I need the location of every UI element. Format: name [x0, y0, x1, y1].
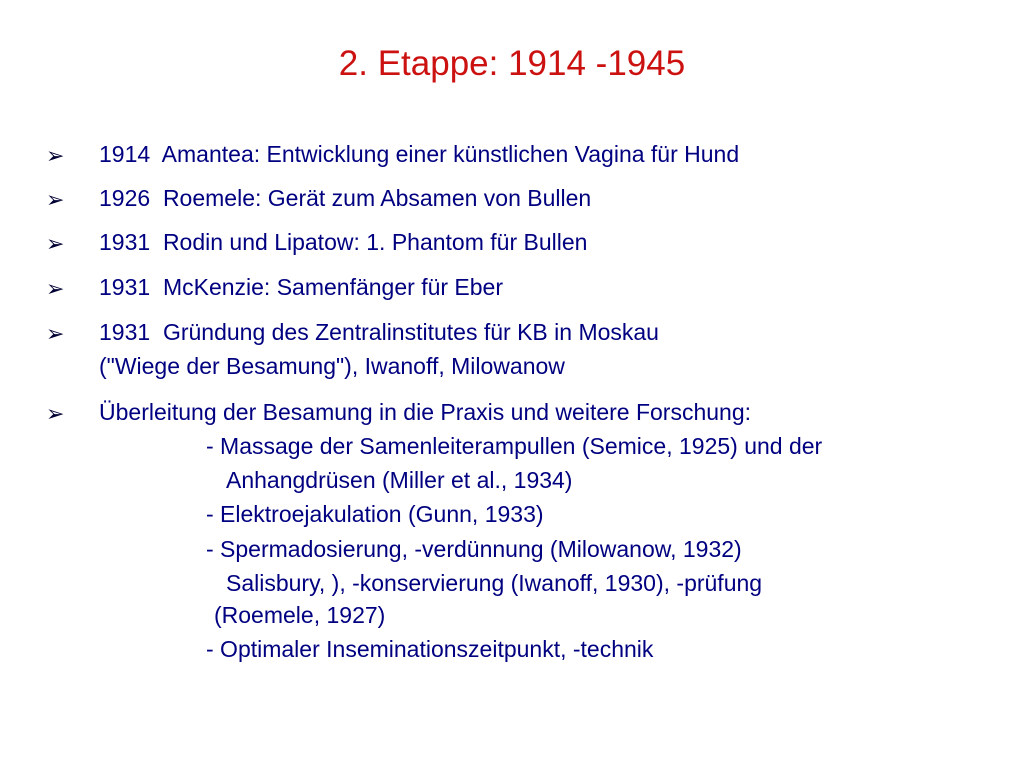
list-item: 1931 McKenzie: Samenfänger für Eber: [99, 274, 504, 300]
sub-item-continuation: (Roemele, 1927): [214, 602, 386, 628]
bullet-arrow-icon: ➢: [46, 401, 65, 426]
bullet-arrow-icon: ➢: [46, 187, 65, 212]
sub-item: - Elektroejakulation (Gunn, 1933): [206, 501, 544, 527]
list-item: 1926 Roemele: Gerät zum Absamen von Bullen: [99, 185, 592, 211]
sub-item-continuation: Salisbury, ), -konservierung (Iwanoff, 1930), -prüfung: [226, 570, 763, 596]
list-item: Überleitung der Besamung in die Praxis und weitere Forschung:: [99, 399, 752, 425]
bullet-arrow-icon: ➢: [46, 143, 65, 168]
sub-item: - Massage der Samenleiterampullen (Semice, 1925) und der: [206, 433, 823, 459]
sub-item: - Optimaler Inseminationszeitpunkt, -technik: [206, 636, 654, 662]
slide-title: 2. Etappe: 1914 -1945: [338, 44, 686, 83]
list-item: 1931 Rodin und Lipatow: 1. Phantom für Bullen: [99, 229, 588, 255]
list-item: 1914 Amantea: Entwicklung einer künstlichen Vagina für Hund: [99, 141, 740, 167]
sub-item-continuation: Anhangdrüsen (Miller et al., 1934): [226, 467, 573, 493]
bullet-arrow-icon: ➢: [46, 321, 65, 346]
bullet-arrow-icon: ➢: [46, 276, 65, 301]
bullet-arrow-icon: ➢: [46, 231, 65, 256]
list-item: 1931 Gründung des Zentralinstitutes für KB in Moskau: [99, 319, 659, 345]
sub-item: - Spermadosierung, -verdünnung (Milowanow, 1932): [206, 536, 742, 562]
list-item-continuation: ("Wiege der Besamung"), Iwanoff, Milowanow: [99, 353, 565, 379]
